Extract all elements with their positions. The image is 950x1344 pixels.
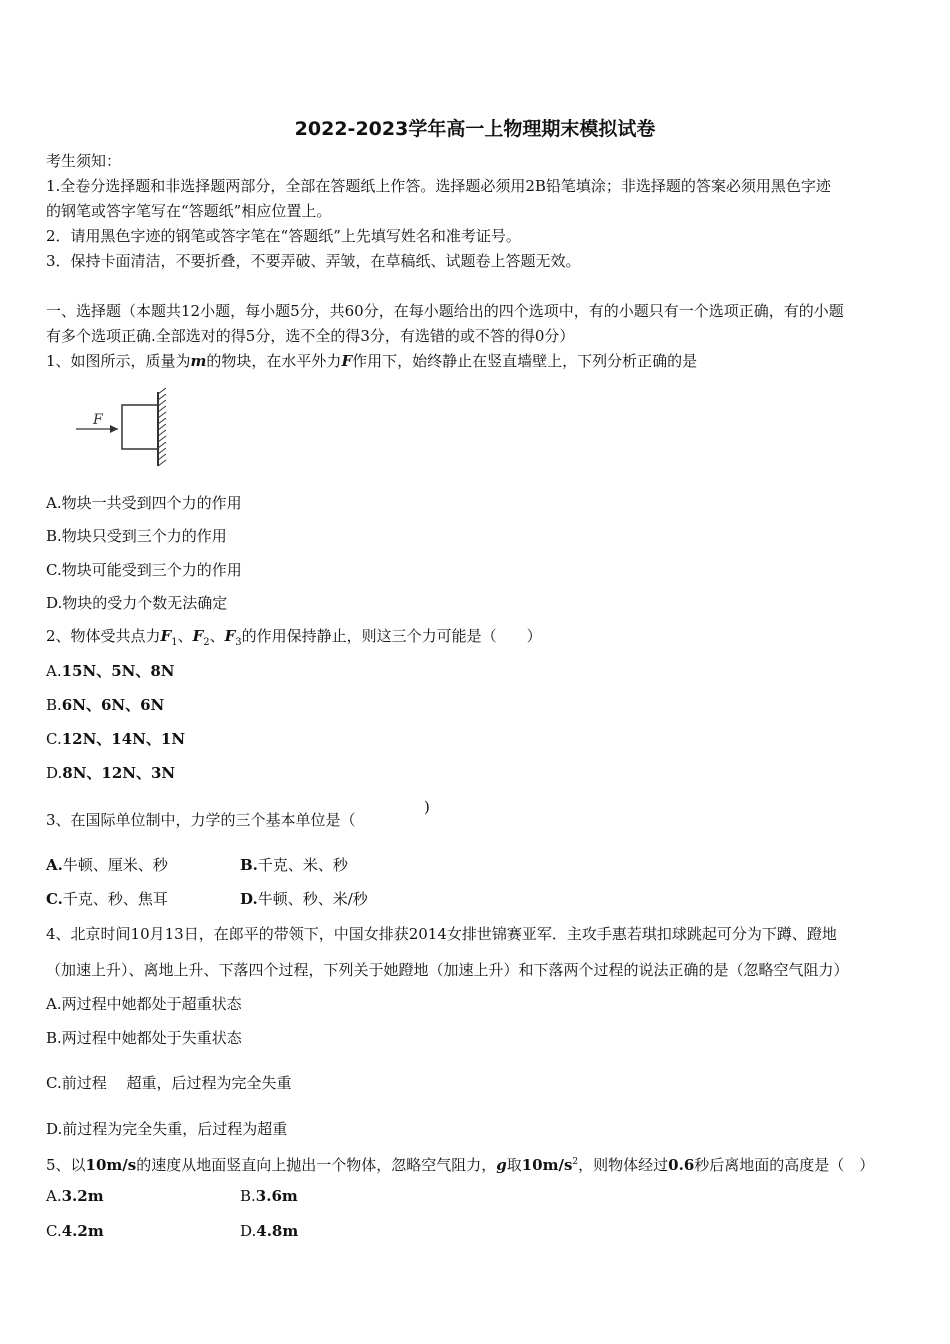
question-3-option: A.牛顿、厘米、秒 (46, 856, 168, 874)
question-4-option: A.两过程中她都处于超重状态 (46, 995, 242, 1013)
question-1-option: C.物块可能受到三个力的作用 (46, 561, 242, 579)
notice-item: 3．保持卡面清洁，不要折叠，不要弄破、弄皱，在草稿纸、试题卷上答题无效。 (46, 252, 581, 270)
question-3-option: D.牛顿、秒、米/秒 (240, 890, 368, 908)
question-4-stem: 4、北京时间10月13日，在郎平的带领下，中国女排获2014女排世锦赛亚军．主攻手惠若琪扣球跳起可分为下蹲、蹬地 (46, 925, 837, 943)
question-5-stem: 5、以10m/s的速度从地面竖直向上抛出一个物体，忽略空气阻力，g取$10m/s^2$，则物体经过0.6秒后离地面的高度是（ ） (46, 1156, 875, 1174)
notice-item: 1.全卷分选择题和非选择题两部分，全部在答题纸上作答。选择题必须用2B铅笔填涂；非选择题的答案必须用黑色字迹 (46, 177, 831, 195)
question-4-option: B.两过程中她都处于失重状态 (46, 1029, 242, 1047)
question-4-option: C.前过程 超重，后过程为完全失重 (46, 1074, 292, 1092)
notice-item: 2．请用黑色字迹的钢笔或答字笔在“答题纸”上先填写姓名和准考证号。 (46, 227, 521, 245)
block-shape (122, 405, 158, 449)
question-4-stem-cont: （加速上升）、离地上升、下落四个过程，下列关于她蹬地（加速上升）和下落两个过程的说法正确的是（忽略空气阻力） (46, 961, 849, 979)
notice-item: 的钢笔或答字笔写在“答题纸”相应位置上。 (46, 202, 332, 220)
question-3-option: B.千克、米、秒 (240, 856, 348, 874)
question-3-paren: ) (424, 798, 430, 816)
section-heading-cont: 有多个选项正确.全部选对的得5分，选不全的得3分，有选错的或不答的得0分） (46, 327, 575, 345)
question-2-option: A.15N、5N、8N (46, 662, 175, 680)
question-5-option: D.4.8m (240, 1222, 299, 1240)
question-2-option: C.12N、14N、1N (46, 730, 186, 748)
notice-heading: 考生须知： (46, 152, 122, 170)
question-2-option: D.8N、12N、3N (46, 764, 176, 782)
section-heading: 一、选择题（本题共12小题，每小题5分，共60分，在每小题给出的四个选项中，有的小题只有一个选项正确，有的小题 (46, 302, 844, 320)
question-1-stem: 1、如图所示，质量为m的物块，在水平外力F作用下，始终静止在竖直墙壁上，下列分析正确的是 (46, 352, 698, 370)
block-wall-diagram (46, 380, 196, 475)
question-1-figure (46, 380, 196, 475)
question-5-option: C.4.2m (46, 1222, 104, 1240)
question-1-option: A.物块一共受到四个力的作用 (46, 494, 242, 512)
question-5-option: A.3.2m (46, 1187, 104, 1205)
question-4-option: D.前过程为完全失重，后过程为超重 (46, 1120, 288, 1138)
page-title: 2022-2023学年高一上物理期末模拟试卷 (294, 118, 656, 140)
question-2-option: B.6N、6N、6N (46, 696, 165, 714)
force-label: F (93, 412, 103, 428)
question-5-option: B.3.6m (240, 1187, 298, 1205)
question-1-option: D.物块的受力个数无法确定 (46, 594, 228, 612)
question-2-stem: 2、物体受共点力$F_1$、$F_2$、$F_3$的作用保持静止，则这三个力可能是（ ） (46, 627, 542, 648)
question-3-option: C.千克、秒、焦耳 (46, 890, 168, 908)
question-3-stem: 3、在国际单位制中，力学的三个基本单位是（ (46, 811, 356, 829)
question-1-option: B.物块只受到三个力的作用 (46, 527, 227, 545)
